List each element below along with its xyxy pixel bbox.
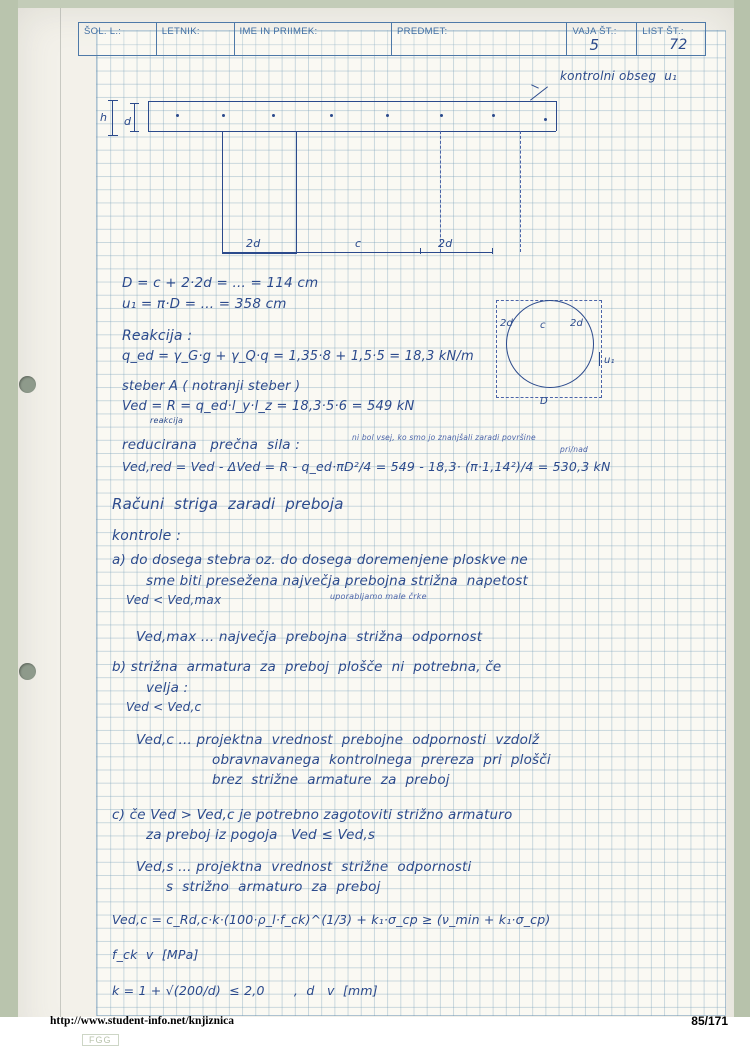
note-line-1: D = c + 2·2d = ... = 114 cm: [122, 275, 319, 291]
note-line-vedred: Ved,red = Ved - ΔVed = R - q_ed·πD²/4 = 549 - 18,3· (π·1,14²)/4 = 530,3 kN: [122, 459, 611, 474]
slab-bottom-line: [148, 131, 556, 132]
plan-label-2d-left: 2d: [500, 318, 514, 329]
field-sheet-no-label: LIST ŠT.:: [642, 26, 684, 37]
note-vedmax-definition: Ved,max ... največja prebojna strižna odpornost: [136, 629, 483, 645]
sketch-label-2d-right: 2d: [438, 237, 453, 250]
note-item-b-formula: Ved < Ved,c: [126, 700, 202, 714]
note-heading-kontrole: kontrole :: [112, 528, 182, 544]
note-item-b-line1: b) strižna armatura za preboj plošče ni potrebna, če: [112, 659, 502, 675]
note-line-2: u₁ = π·D = ... = 358 cm: [122, 296, 287, 312]
control-perimeter-dashed-right: [520, 131, 521, 252]
slab-right-edge: [556, 101, 557, 131]
field-subject-label: PREDMET:: [397, 26, 448, 37]
note-veds-definition-line1: Ved,s ... projektna vrednost strižne odpornosti: [136, 859, 472, 875]
note-item-a-line2: sme biti presežena največja prebojna strižna napetost: [146, 573, 528, 589]
field-subject: [392, 23, 567, 55]
plan-label-D: D: [540, 396, 548, 407]
sketch-label-h: h: [100, 111, 108, 124]
column-left-edge: [222, 131, 223, 253]
binder-hole: [19, 663, 36, 680]
form-header: [78, 22, 706, 56]
dim-h-line: [112, 100, 113, 135]
rebar-dot: [272, 114, 275, 117]
dim-d-line: [134, 103, 135, 131]
note-formula-vedc: Ved,c = c_Rd,c·k·(100·ρ_l·f_ck)^(1/3) + k₁·σ_cp ≥ (ν_min + k₁·σ_cp): [112, 912, 551, 927]
note-item-a-line1: a) do dosega stebra oz. do dosega doremenjene ploskve ne: [112, 552, 528, 568]
scan-edge-right: [734, 0, 750, 1061]
punch-margin-line: [60, 8, 61, 1051]
note-line-steber: steber A ( notranji steber ): [122, 379, 301, 394]
note-veds-definition-line2: s strižno armaturo za preboj: [166, 879, 381, 895]
note-item-c-line1: c) če Ved > Ved,c je potrebno zagotoviti strižno armaturo: [112, 807, 513, 823]
binder-hole: [19, 376, 36, 393]
control-perimeter-dashed-left: [440, 131, 441, 252]
dim-tick: [420, 248, 421, 254]
column-right-edge: [296, 131, 297, 253]
note-item-a-remark: uporabljamo male črke: [330, 592, 427, 601]
note-item-b-line2: velja :: [146, 680, 189, 696]
note-item-a-formula: Ved < Ved,max: [126, 593, 222, 607]
rebar-dot: [222, 114, 225, 117]
rebar-dot: [440, 114, 443, 117]
note-line-ved: Ved = R = q_ed·l_y·l_z = 18,3·5·6 = 549 kN: [122, 399, 415, 414]
rebar-dot: [492, 114, 495, 117]
note-vedc-definition-line3: brez strižne armature za preboj: [212, 772, 450, 788]
field-name: [235, 23, 392, 55]
dim-tick: [492, 248, 493, 254]
field-exercise-no: [567, 23, 637, 55]
field-sheet-no: [637, 23, 705, 55]
footer-url[interactable]: http://www.student-info.net/knjiznica: [50, 1015, 235, 1027]
scan-edge-left: [0, 0, 18, 1061]
scan-edge-top: [0, 0, 750, 8]
sketch-label-2d-left: 2d: [246, 237, 261, 250]
slab-left-edge: [148, 101, 149, 131]
field-exercise-no-label: VAJA ŠT.:: [572, 26, 617, 37]
plan-label-2d-right: 2d: [570, 318, 584, 329]
footer-page-number: 85/171: [691, 1014, 728, 1028]
field-sheet-no-value: 72: [669, 37, 688, 53]
note-line-reducirana: reducirana prečna sila :: [122, 437, 300, 453]
note-heading-racun: Računi striga zaradi preboja: [112, 495, 344, 513]
rebar-dot: [176, 114, 179, 117]
field-name-label: IME IN PRIIMEK:: [239, 26, 318, 37]
field-school-year: [79, 23, 157, 55]
dim-h-tick-top: [108, 100, 118, 101]
dim-tick: [222, 248, 223, 254]
plan-dim-u1-line: [599, 352, 600, 366]
field-year: [157, 23, 235, 55]
note-line-reakcija-sub: reakcija: [150, 416, 184, 425]
watermark-fgg: FGG: [82, 1034, 119, 1046]
note-formula-fck-units: f_ck v [MPa]: [112, 947, 199, 962]
note-vedc-definition-line1: Ved,c ... projektna vrednost prebojne odpornosti vzdolž: [136, 732, 540, 748]
note-formula-k: k = 1 + √(200/d) ≤ 2,0 , d v [mm]: [112, 983, 378, 998]
plan-control-perimeter-circle: [506, 300, 594, 388]
dim-d-tick-top: [130, 103, 139, 104]
note-margin-remark-1: ni bol vsej, ko smo jo znanjšali zaradi površine: [352, 433, 536, 442]
sketch-top-note: kontrolni obseg u₁: [560, 69, 678, 83]
plan-label-c: c: [540, 320, 546, 331]
dim-tick: [296, 248, 297, 254]
sketch-label-c: c: [355, 237, 362, 250]
note-item-c-line2: za preboj iz pogoja Ved ≤ Ved,s: [146, 827, 376, 843]
rebar-dot: [544, 118, 547, 121]
note-vedc-definition-line2: obravnavanega kontrolnega prereza pri plošči: [212, 752, 551, 768]
rebar-dot: [386, 114, 389, 117]
slab-top-line: [148, 101, 556, 102]
rebar-dot: [330, 114, 333, 117]
dim-d-tick-bottom: [130, 131, 139, 132]
dim-h-tick-bottom: [108, 135, 118, 136]
note-margin-remark-2: pri/nad: [560, 445, 588, 454]
note-line-qed: q_ed = γ_G·g + γ_Q·q = 1,35·8 + 1,5·5 = 18,3 kN/m: [122, 349, 474, 364]
note-heading-reakcija: Reakcija :: [122, 328, 193, 344]
column-bottom-edge: [222, 253, 296, 254]
plan-label-u1: u₁: [604, 355, 615, 366]
field-school-year-label: ŠOL. L.:: [84, 26, 122, 37]
sketch-label-d: d: [124, 115, 132, 128]
dim-baseline: [222, 252, 492, 253]
field-exercise-no-value: 5: [589, 36, 600, 54]
field-year-label: LETNIK:: [161, 26, 200, 37]
